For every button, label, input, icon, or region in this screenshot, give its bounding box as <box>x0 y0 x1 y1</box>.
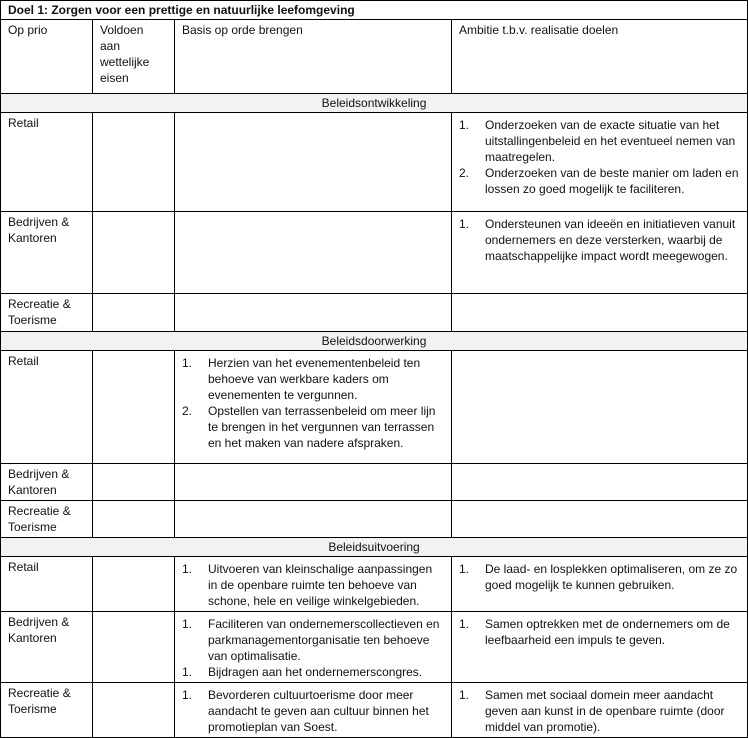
basis-list <box>182 355 444 451</box>
ambitie-list <box>459 216 740 264</box>
basis-cell <box>175 113 452 212</box>
ambitie-cell <box>452 557 748 612</box>
list-item-number: 1. <box>182 617 193 631</box>
ambitie-cell <box>452 501 748 538</box>
ambitie-cell <box>452 351 748 464</box>
basis-cell <box>175 351 452 464</box>
list-item <box>182 687 444 735</box>
wettelijke-eisen-cell <box>93 464 175 501</box>
list-item-text: Herzien van het evenementenbeleid ten behoeve van werkbare kaders om evenementen te vergunnen. <box>208 356 421 402</box>
basis-list <box>182 687 444 735</box>
basis-list <box>182 561 444 609</box>
basis-cell <box>175 557 452 612</box>
section-row <box>1 94 748 113</box>
wettelijke-eisen-cell <box>93 501 175 538</box>
basis-cell <box>175 464 452 501</box>
category-cell: Retail <box>1 351 93 464</box>
section-row <box>1 332 748 351</box>
table-row <box>1 557 748 612</box>
category-cell: Retail <box>1 113 93 212</box>
list-item <box>459 216 740 264</box>
list-item <box>182 355 444 403</box>
category-cell: Recreatie & Toerisme <box>1 501 93 538</box>
list-item-text: Samen met sociaal domein meer aandacht geven aan kunst in de openbare ruimte (door middel van promotie). <box>485 688 725 734</box>
list-item <box>459 165 740 197</box>
category-cell: Bedrijven & Kantoren <box>1 612 93 683</box>
ambitie-cell <box>452 212 748 294</box>
basis-cell <box>175 683 452 738</box>
list-item-number: 2. <box>182 404 193 418</box>
list-item <box>182 561 444 609</box>
category-cell: Recreatie & Toerisme <box>1 294 93 332</box>
category-cell: Bedrijven & Kantoren <box>1 464 93 501</box>
header-ambitie: Ambitie t.b.v. realisatie doelen <box>452 20 748 94</box>
list-item-number: 1. <box>459 688 470 702</box>
section-heading: Beleidsontwikkeling <box>1 94 748 113</box>
title-row <box>1 1 748 20</box>
list-item-text: Uitvoeren van kleinschalige aanpassingen in de openbare ruimte ten behoeve van schone, hele en veilige winkelgebieden. <box>208 562 433 608</box>
list-item <box>182 616 444 664</box>
list-item-text: Faciliteren van ondernemerscollectieven en parkmanagementorganisatie ten behoeve van optimalisatie. <box>208 617 440 663</box>
ambitie-cell <box>452 464 748 501</box>
table-row <box>1 294 748 332</box>
table-row <box>1 612 748 683</box>
section-row <box>1 538 748 557</box>
list-item-number: 1. <box>182 562 193 576</box>
section-heading: Beleidsuitvoering <box>1 538 748 557</box>
list-item-text: Bijdragen aan het ondernemerscongres. <box>208 665 423 679</box>
table-title: Doel 1: Zorgen voor een prettige en natuurlijke leefomgeving <box>1 1 748 20</box>
wettelijke-eisen-cell <box>93 351 175 464</box>
list-item-number: 1. <box>182 688 193 702</box>
ambitie-cell <box>452 683 748 738</box>
table-row <box>1 683 748 738</box>
table-row <box>1 212 748 294</box>
wettelijke-eisen-cell <box>93 557 175 612</box>
basis-cell <box>175 501 452 538</box>
list-item-text: Samen optrekken met de ondernemers om de leefbaarheid een impuls te geven. <box>485 617 730 647</box>
list-item <box>182 403 444 451</box>
list-item <box>459 687 740 735</box>
basis-cell <box>175 612 452 683</box>
ambitie-cell <box>452 113 748 212</box>
wettelijke-eisen-cell <box>93 113 175 212</box>
category-cell: Bedrijven & Kantoren <box>1 212 93 294</box>
header-basis: Basis op orde brengen <box>175 20 452 94</box>
basis-cell <box>175 212 452 294</box>
basis-cell <box>175 294 452 332</box>
list-item-text: De laad- en losplekken optimaliseren, om ze zo goed mogelijk te kunnen gebruiken. <box>485 562 738 592</box>
list-item <box>459 561 740 593</box>
list-item-text: Opstellen van terrassenbeleid om meer lijn te brengen in het vergunnen van terrassen en het maken van nadere afspraken. <box>208 404 436 450</box>
header-op-prio: Op prio <box>1 20 93 94</box>
wettelijke-eisen-cell <box>93 612 175 683</box>
ambitie-list <box>459 561 740 593</box>
category-cell: Recreatie & Toerisme <box>1 683 93 738</box>
list-item-number: 2. <box>459 166 470 180</box>
list-item-number: 1. <box>459 617 470 631</box>
category-cell: Retail <box>1 557 93 612</box>
wettelijke-eisen-cell <box>93 294 175 332</box>
ambitie-list <box>459 687 740 735</box>
list-item <box>459 117 740 165</box>
ambitie-list <box>459 117 740 197</box>
table-row <box>1 501 748 538</box>
header-wettelijke-eisen: Voldoen aan wettelijke eisen <box>93 20 175 94</box>
ambitie-cell <box>452 612 748 683</box>
ambitie-cell <box>452 294 748 332</box>
header-row <box>1 20 748 94</box>
wettelijke-eisen-cell <box>93 212 175 294</box>
list-item-number: 1. <box>459 562 470 576</box>
table-row <box>1 113 748 212</box>
list-item-number: 1. <box>459 217 470 231</box>
list-item <box>182 664 444 680</box>
table-row <box>1 464 748 501</box>
list-item-text: Bevorderen cultuurtoerisme door meer aandacht te geven aan cultuur binnen het promotieplan van Soest. <box>208 688 429 734</box>
list-item <box>459 616 740 648</box>
wettelijke-eisen-cell <box>93 683 175 738</box>
ambitie-list <box>459 616 740 648</box>
list-item-text: Onderzoeken van de exacte situatie van het uitstallingenbeleid en het eventueel nemen van maatregelen. <box>485 118 736 164</box>
section-heading: Beleidsdoorwerking <box>1 332 748 351</box>
list-item-number: 1. <box>459 118 470 132</box>
list-item-text: Ondersteunen van ideeën en initiatieven vanuit ondernemers en deze versterken, waarbij de maatschappelijke impact wordt meegewogen. <box>485 217 736 263</box>
list-item-number: 1. <box>182 356 193 370</box>
basis-list <box>182 616 444 680</box>
list-item-text: Onderzoeken van de beste manier om laden en lossen zo goed mogelijk te faciliteren. <box>485 166 739 196</box>
list-item-number: 1. <box>182 665 193 679</box>
table-row <box>1 351 748 464</box>
